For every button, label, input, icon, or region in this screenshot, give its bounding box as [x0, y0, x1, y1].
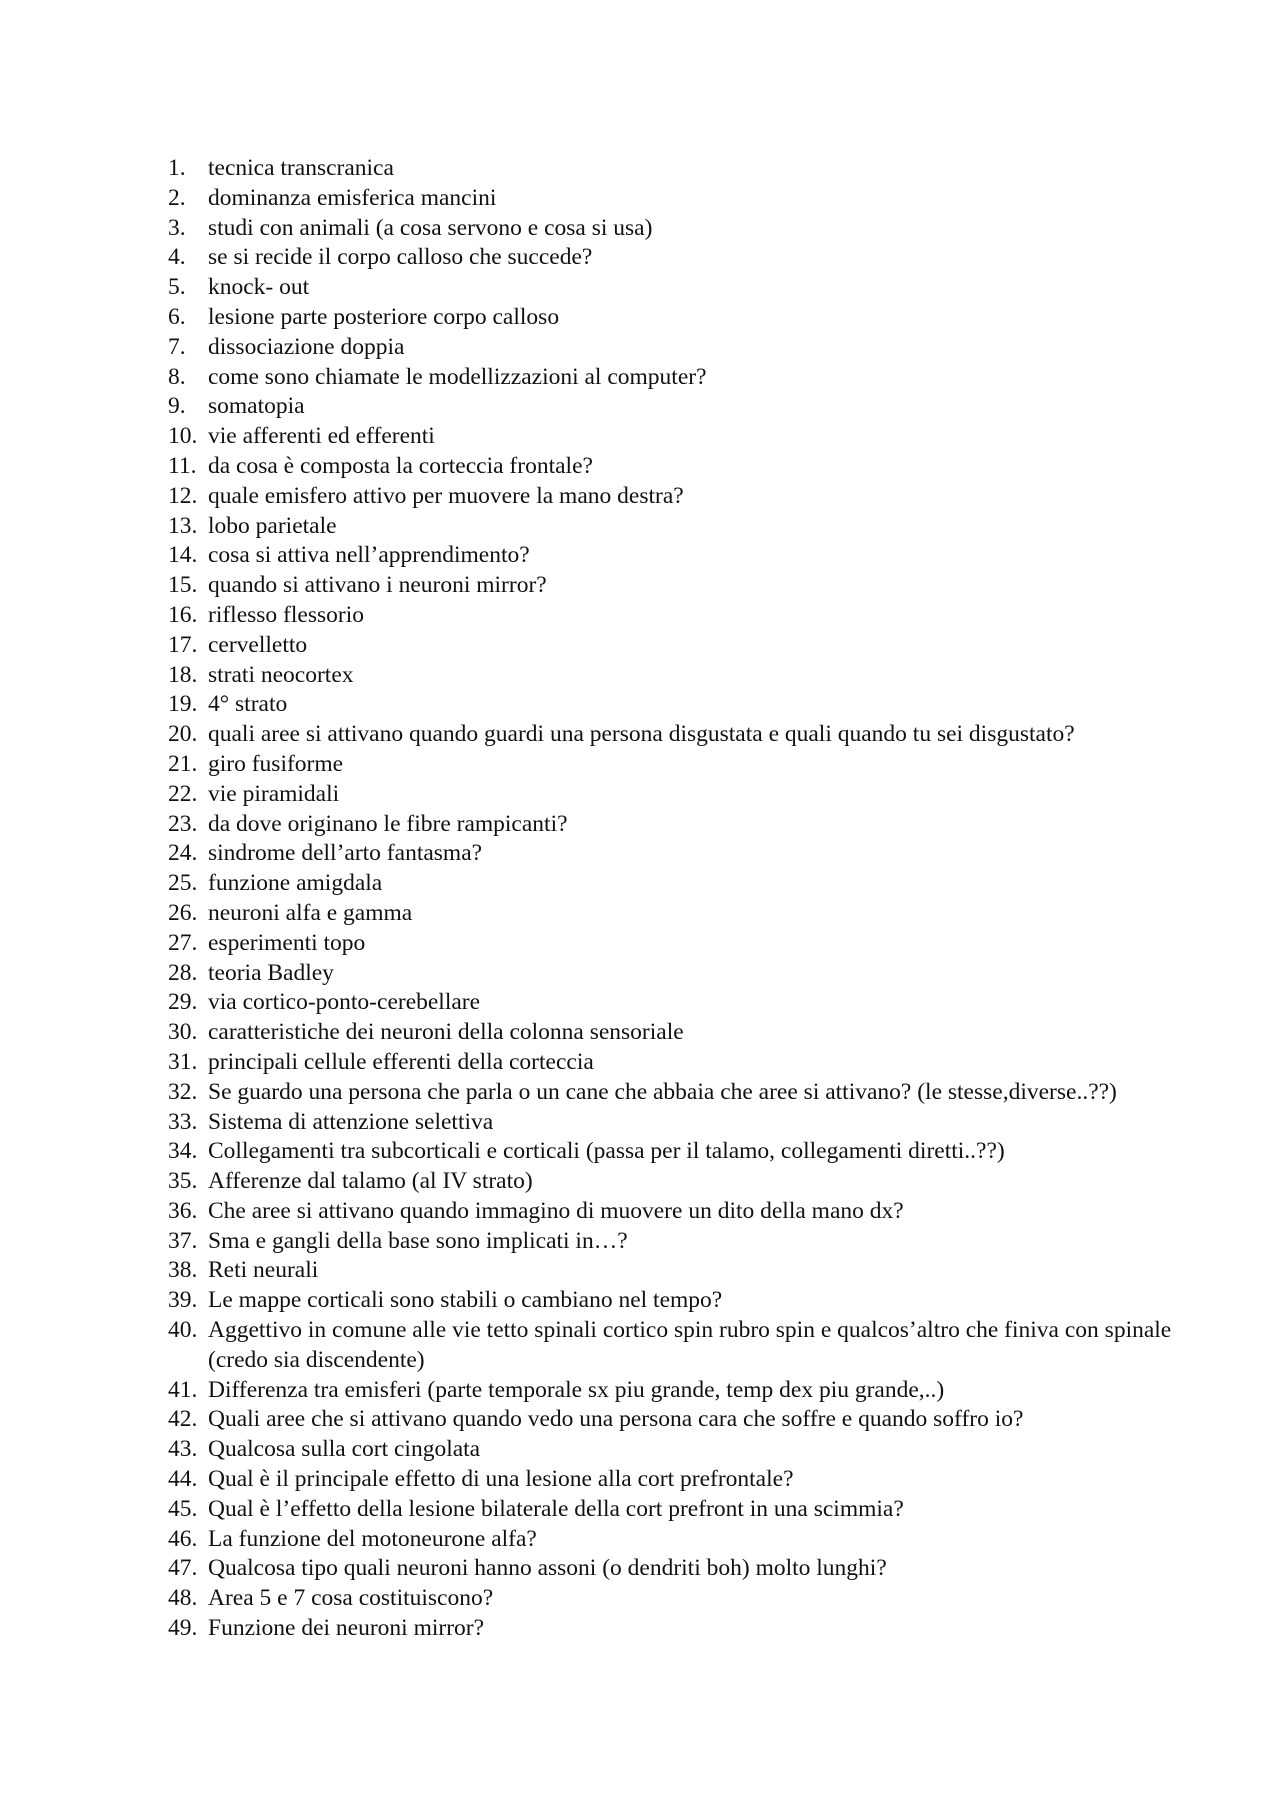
- question-text: 4° strato: [208, 691, 288, 718]
- question-text: sindrome dell’arto fantasma?: [208, 840, 483, 867]
- question-text: lesione parte posteriore corpo calloso: [208, 303, 560, 330]
- list-item: [168, 452, 1188, 482]
- list-item: [168, 1405, 1188, 1435]
- question-number: 44.: [168, 1466, 198, 1493]
- question-number: 49.: [168, 1615, 198, 1642]
- list-item: [168, 1286, 1188, 1316]
- list-item: [168, 839, 1188, 869]
- question-number: 4.: [168, 244, 186, 271]
- list-item: [168, 1137, 1188, 1167]
- question-number: 32.: [168, 1078, 198, 1105]
- question-text: da cosa è composta la corteccia frontale?: [208, 452, 593, 479]
- question-number: 12.: [168, 482, 198, 509]
- question-number: 2.: [168, 184, 186, 211]
- question-number: 29.: [168, 989, 198, 1016]
- question-text: come sono chiamate le modellizzazioni al computer?: [208, 363, 707, 390]
- question-text: giro fusiforme: [208, 750, 344, 777]
- question-number: 36.: [168, 1197, 198, 1224]
- question-number: 45.: [168, 1495, 198, 1522]
- question-text: quali aree si attivano quando guardi una persona disgustata e quali quando tu sei disgustato?: [208, 721, 1075, 748]
- question-list: [168, 154, 1188, 1644]
- list-item: [168, 1525, 1188, 1555]
- question-text: Afferenze dal talamo (al IV strato): [208, 1168, 533, 1195]
- question-text: da dove originano le fibre rampicanti?: [208, 810, 568, 837]
- list-item: [168, 959, 1188, 989]
- question-text: dominanza emisferica mancini: [208, 184, 497, 211]
- list-item: [168, 929, 1188, 959]
- question-text: vie piramidali: [208, 780, 340, 807]
- list-item: [168, 750, 1188, 780]
- list-item: [168, 333, 1188, 363]
- question-number: 5.: [168, 274, 186, 301]
- question-text: quale emisfero attivo per muovere la mano destra?: [208, 482, 684, 509]
- question-number: 38.: [168, 1257, 198, 1284]
- list-item: [168, 1554, 1188, 1584]
- question-number: 6.: [168, 303, 186, 330]
- list-item: [168, 1197, 1188, 1227]
- question-text: dissociazione doppia: [208, 333, 405, 360]
- question-text: teoria Badley: [208, 959, 334, 986]
- list-item: [168, 422, 1188, 452]
- question-text: caratteristiche dei neuroni della colonna sensoriale: [208, 1019, 684, 1046]
- question-text: esperimenti topo: [208, 929, 366, 956]
- list-item: [168, 1048, 1188, 1078]
- list-item: [168, 780, 1188, 810]
- list-item: [168, 303, 1188, 333]
- list-item: [168, 1316, 1188, 1376]
- question-number: 40.: [168, 1317, 198, 1344]
- question-text: Che aree si attivano quando immagino di muovere un dito della mano dx?: [208, 1197, 904, 1224]
- list-item: [168, 154, 1188, 184]
- question-text: lobo parietale: [208, 512, 337, 539]
- question-text: Le mappe corticali sono stabili o cambiano nel tempo?: [208, 1287, 723, 1314]
- question-text: principali cellule efferenti della corteccia: [208, 1048, 594, 1075]
- question-number: 24.: [168, 840, 198, 867]
- question-number: 43.: [168, 1436, 198, 1463]
- question-number: 42.: [168, 1406, 198, 1433]
- question-text: Quali aree che si attivano quando vedo una persona cara che soffre e quando soffro io?: [208, 1406, 1024, 1433]
- list-item: [168, 571, 1188, 601]
- question-text: quando si attivano i neuroni mirror?: [208, 572, 547, 599]
- question-number: 47.: [168, 1555, 198, 1582]
- question-number: 20.: [168, 721, 198, 748]
- list-item: [168, 661, 1188, 691]
- question-number: 9.: [168, 393, 186, 420]
- question-number: 22.: [168, 780, 198, 807]
- question-text: vie afferenti ed efferenti: [208, 423, 435, 450]
- list-item: [168, 1108, 1188, 1138]
- question-number: 34.: [168, 1138, 198, 1165]
- list-item: [168, 363, 1188, 393]
- list-item: [168, 392, 1188, 422]
- question-text: neuroni alfa e gamma: [208, 899, 413, 926]
- list-item: [168, 184, 1188, 214]
- list-item: [168, 1018, 1188, 1048]
- list-item: [168, 1078, 1188, 1108]
- list-item: [168, 1256, 1188, 1286]
- question-text: Collegamenti tra subcorticali e corticali (passa per il talamo, collegamenti diretti..??): [208, 1138, 1005, 1165]
- question-number: 11.: [168, 452, 197, 479]
- question-number: 16.: [168, 601, 198, 628]
- list-item: [168, 1465, 1188, 1495]
- question-text: via cortico-ponto-cerebellare: [208, 989, 481, 1016]
- question-number: 48.: [168, 1585, 198, 1612]
- question-text: Reti neurali: [208, 1257, 319, 1284]
- question-text: knock- out: [208, 274, 310, 301]
- question-number: 35.: [168, 1168, 198, 1195]
- question-text: Qualcosa tipo quali neuroni hanno assoni (o dendriti boh) molto lunghi?: [208, 1555, 887, 1582]
- list-item: [168, 1495, 1188, 1525]
- question-number: 33.: [168, 1108, 198, 1135]
- list-item: [168, 214, 1188, 244]
- question-number: 39.: [168, 1287, 198, 1314]
- list-item: [168, 1167, 1188, 1197]
- list-item: [168, 1376, 1188, 1406]
- question-number: 8.: [168, 363, 186, 390]
- list-item: [168, 1435, 1188, 1465]
- list-item: [168, 988, 1188, 1018]
- question-text: cosa si attiva nell’apprendimento?: [208, 542, 530, 569]
- question-number: 28.: [168, 959, 198, 986]
- question-text: funzione amigdala: [208, 870, 383, 897]
- list-item: [168, 273, 1188, 303]
- question-text: Aggettivo in comune alle vie tetto spinali cortico spin rubro spin e qualcos’altro che finiva con spinale (credo sia discendente): [208, 1317, 1172, 1373]
- list-item: [168, 1614, 1188, 1644]
- question-text: tecnica transcranica: [208, 155, 394, 181]
- question-text: strati neocortex: [208, 661, 354, 688]
- question-number: 21.: [168, 750, 198, 777]
- list-item: [168, 1227, 1188, 1257]
- question-number: 37.: [168, 1227, 198, 1254]
- question-number: 26.: [168, 899, 198, 926]
- question-text: Funzione dei neuroni mirror?: [208, 1615, 485, 1642]
- list-item: [168, 690, 1188, 720]
- question-number: 1.: [168, 155, 186, 181]
- question-number: 18.: [168, 661, 198, 688]
- question-number: 13.: [168, 512, 198, 539]
- question-text: Sma e gangli della base sono implicati in…?: [208, 1227, 628, 1254]
- question-text: Se guardo una persona che parla o un cane che abbaia che aree si attivano? (le stesse,diverse..??): [208, 1078, 1117, 1105]
- question-number: 41.: [168, 1376, 198, 1403]
- question-number: 17.: [168, 631, 198, 658]
- question-number: 27.: [168, 929, 198, 956]
- list-item: [168, 482, 1188, 512]
- list-item: [168, 541, 1188, 571]
- question-text: Qualcosa sulla cort cingolata: [208, 1436, 481, 1463]
- list-item: [168, 243, 1188, 273]
- question-text: Qual è il principale effetto di una lesione alla cort prefrontale?: [208, 1466, 794, 1493]
- question-text: Differenza tra emisferi (parte temporale sx piu grande, temp dex piu grande,..): [208, 1376, 945, 1403]
- question-text: La funzione del motoneurone alfa?: [208, 1525, 537, 1552]
- question-number: 14.: [168, 542, 198, 569]
- list-item: [168, 899, 1188, 929]
- question-text: Area 5 e 7 cosa costituiscono?: [208, 1585, 494, 1612]
- list-item: [168, 810, 1188, 840]
- question-text: se si recide il corpo calloso che succede?: [208, 244, 593, 271]
- question-number: 19.: [168, 691, 198, 718]
- list-item: [168, 601, 1188, 631]
- question-number: 31.: [168, 1048, 198, 1075]
- question-number: 23.: [168, 810, 198, 837]
- question-text: riflesso flessorio: [208, 601, 364, 628]
- question-number: 7.: [168, 333, 186, 360]
- question-text: cervelletto: [208, 631, 308, 658]
- list-item: [168, 869, 1188, 899]
- question-number: 10.: [168, 423, 198, 450]
- question-number: 30.: [168, 1019, 198, 1046]
- question-text: somatopia: [208, 393, 305, 420]
- question-number: 15.: [168, 572, 198, 599]
- list-item: [168, 720, 1188, 750]
- question-text: studi con animali (a cosa servono e cosa si usa): [208, 214, 653, 241]
- question-number: 46.: [168, 1525, 198, 1552]
- question-number: 3.: [168, 214, 186, 241]
- question-number: 25.: [168, 870, 198, 897]
- list-item: [168, 1584, 1188, 1614]
- list-item: [168, 512, 1188, 542]
- question-text: Qual è l’effetto della lesione bilaterale della cort prefront in una scimmia?: [208, 1495, 904, 1522]
- question-text: Sistema di attenzione selettiva: [208, 1108, 494, 1135]
- list-item: [168, 631, 1188, 661]
